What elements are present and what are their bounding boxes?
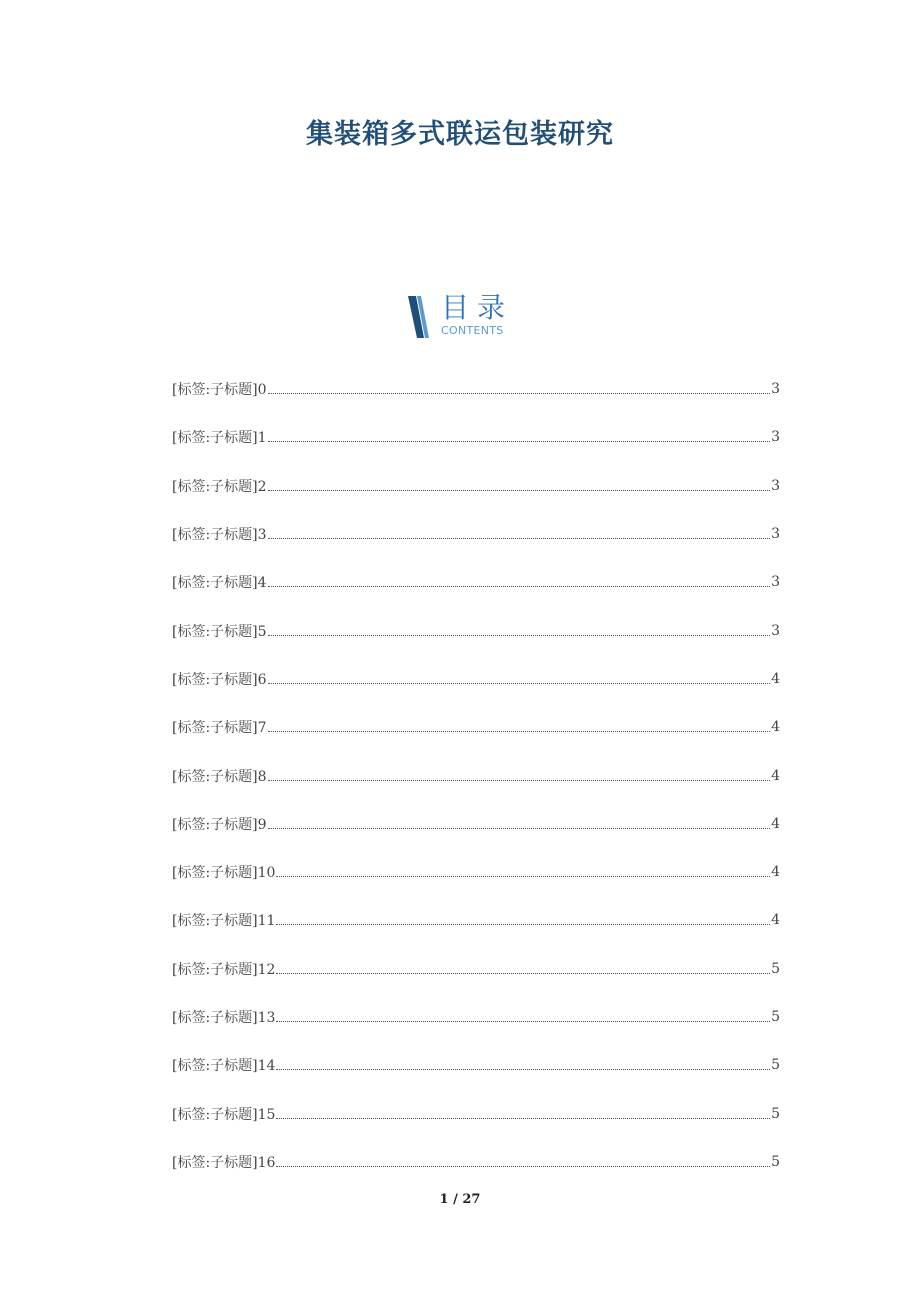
toc-entry-page: 4 [771,815,780,832]
toc-entry[interactable] [172,945,780,993]
toc-entry-leader [276,923,770,925]
toc-entry-leader [268,392,771,394]
toc-entry-page: 4 [771,912,780,929]
toc-entry-leader [268,585,771,587]
toc-entry-label: [标签:子标题]5 [172,623,267,640]
toc-entry[interactable] [172,510,780,558]
toc-entry[interactable] [172,413,780,461]
toc-entry-leader [276,1165,770,1167]
toc-entry[interactable] [172,1138,780,1186]
page-indicator: 1 / 27 [439,1192,481,1207]
toc-entry-label: [标签:子标题]10 [172,865,276,882]
toc-entry-page: 3 [771,429,780,446]
toc-entry-label: [标签:子标题]16 [172,1154,276,1171]
toc-entry-label: [标签:子标题]9 [172,816,267,833]
toc-entry-page: 4 [771,864,780,881]
toc-entry-page: 5 [771,1009,780,1025]
toc-entry-page: 5 [771,1153,780,1170]
toc-entry-label: [标签:子标题]15 [172,1106,276,1123]
toc-entry-label: [标签:子标题]2 [172,478,267,495]
toc-entry[interactable] [172,703,780,751]
toc-entry-leader [276,1068,770,1070]
toc-entry-page: 4 [771,670,780,687]
toc-entry-leader [276,972,770,974]
toc-heading [404,292,524,340]
toc-entry[interactable] [172,848,780,896]
slanted-bars-icon [408,296,430,338]
toc-entry-label: [标签:子标题]11 [172,913,276,930]
toc-entry-page: 4 [771,767,780,784]
toc-entry[interactable] [172,558,780,606]
toc-entry-page: 3 [771,622,780,639]
toc-entry-label: [标签:子标题]7 [172,720,267,737]
toc-entry-label: [标签:子标题]6 [172,671,267,688]
toc-entry[interactable] [172,751,780,799]
toc-entry-page: 5 [771,960,780,977]
toc-heading-title: 目录 [441,291,514,324]
toc-entry-page: 3 [771,574,780,591]
toc-entry-page: 3 [771,381,780,398]
toc-entry[interactable] [172,462,780,510]
toc-entry-page: 5 [771,1105,780,1122]
toc-entry-label: [标签:子标题]12 [172,961,276,978]
toc-entry-label: [标签:子标题]3 [172,527,267,544]
toc-entry[interactable] [172,606,780,654]
document-title: 集装箱多式联运包装研究 [306,119,614,150]
toc-entry-page: 4 [771,719,780,736]
toc-entry[interactable] [172,365,780,413]
toc-entry-leader [276,875,770,877]
toc-entry[interactable] [172,993,780,1041]
toc-entry-page: 5 [771,1057,780,1074]
toc-entry-leader [268,537,771,539]
toc-entry-leader [268,440,771,442]
toc-entry-leader [268,682,771,684]
toc-entry[interactable] [172,1089,780,1137]
toc-entry-leader [268,779,771,781]
toc-entry[interactable] [172,800,780,848]
toc-entry-label: [标签:子标题]8 [172,768,267,785]
toc-entry[interactable] [172,1041,780,1089]
toc-entry-label: [标签:子标题]14 [172,1058,276,1075]
toc-entry-leader [268,827,771,829]
toc-entry-leader [276,1020,770,1022]
toc-entry-page: 3 [771,477,780,494]
toc-entry[interactable] [172,896,780,944]
toc-entry-label: [标签:子标题]0 [172,382,267,399]
toc-entry-label: [标签:子标题]4 [172,575,267,592]
toc-entry-leader [276,1117,770,1119]
toc-entry-leader [268,730,771,732]
toc-entry-page: 3 [771,526,780,543]
toc-entry-label: [标签:子标题]13 [172,1010,276,1026]
toc-entry-leader [268,489,771,491]
toc-entry-label: [标签:子标题]1 [172,430,267,447]
toc-heading-subtitle: CONTENTS [441,324,504,337]
toc-list [172,365,780,1186]
toc-entry-leader [268,634,771,636]
toc-entry[interactable] [172,655,780,703]
